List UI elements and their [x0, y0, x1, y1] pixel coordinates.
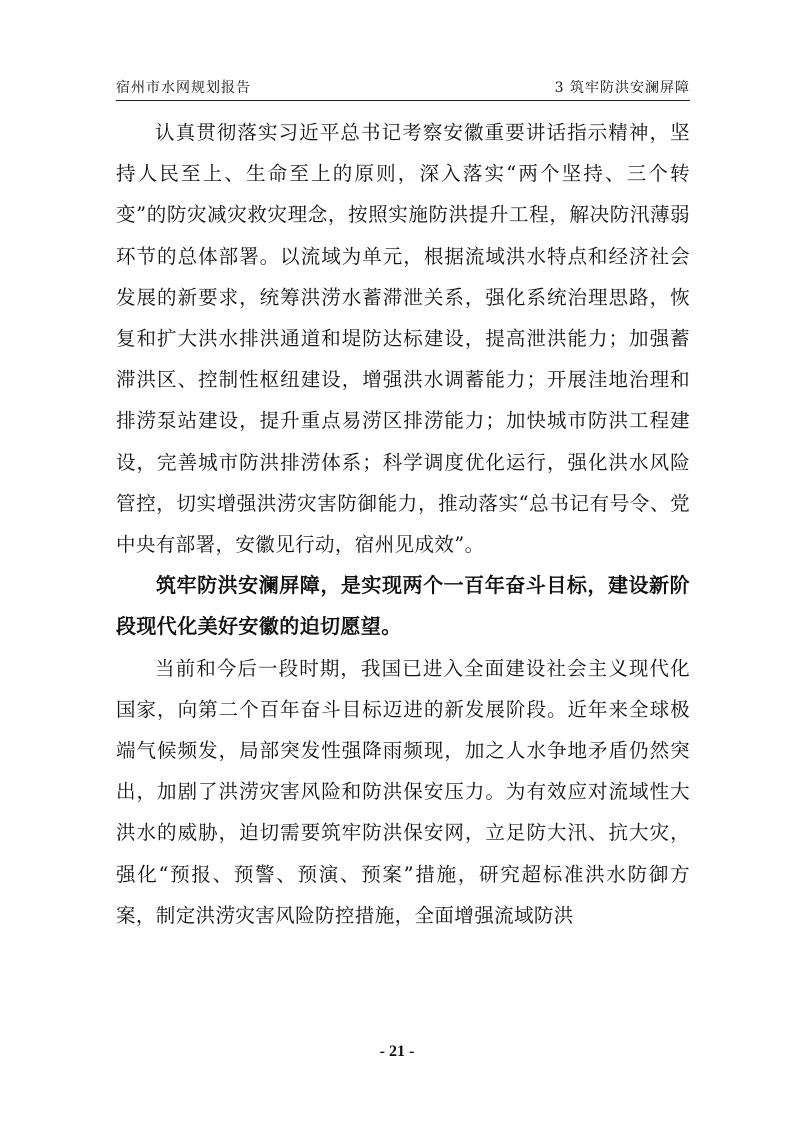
header-document-title: 宿州市水网规划报告	[116, 80, 251, 96]
header-chapter-title: 3 筑牢防洪安澜屏障	[554, 80, 690, 96]
document-body	[116, 112, 690, 936]
paragraph-2-bold-heading: 筑牢防洪安澜屏障，是实现两个一百年奋斗目标，建设新阶段现代化美好安徽的迫切愿望。	[116, 573, 690, 639]
paragraph-3: 当前和今后一段时期，我国已进入全面建设社会主义现代化国家，向第二个百年奋斗目标迈进的新发展阶段。近年来全球极端气候频发，局部突发性强降雨频现，加之人水争地矛盾仍然突出，加剧了洪涝灾害风险和防洪保安压力。为有效应对流域性大洪水的威胁，迫切需要筑牢防洪保安网，立足防大汛、抗大灾，强化“预报、预警、预演、预案”措施，研究超标准洪水防御方案，制定洪涝灾害风险防控措施，全面增强流域防洪	[116, 656, 690, 927]
paragraph-1: 认真贯彻落实习近平总书记考察安徽重要讲话指示精神，坚持人民至上、生命至上的原则，深入落实“两个坚持、三个转变”的防灾减灾救灾理念，按照实施防洪提升工程，解决防汛薄弱环节的总体部署。以流域为单元，根据流域洪水特点和经济社会发展的新要求，统筹洪涝水蓄滞泄关系，强化系统治理思路，恢复和扩大洪水排洪通道和堤防达标建设，提高泄洪能力；加强蓄滞洪区、控制性枢纽建设，增强洪水调蓄能力；开展洼地治理和排涝泵站建设，提升重点易涝区排涝能力；加快城市防洪工程建设，完善城市防洪排涝体系；科学调度优化运行，强化洪水风险管控，切实增强洪涝灾害防御能力，推动落实“总书记有号令、党中央有部署，安徽见行动，宿州见成效”。	[116, 121, 690, 557]
page-header	[116, 78, 690, 101]
page-number: - 21 -	[379, 1043, 415, 1060]
